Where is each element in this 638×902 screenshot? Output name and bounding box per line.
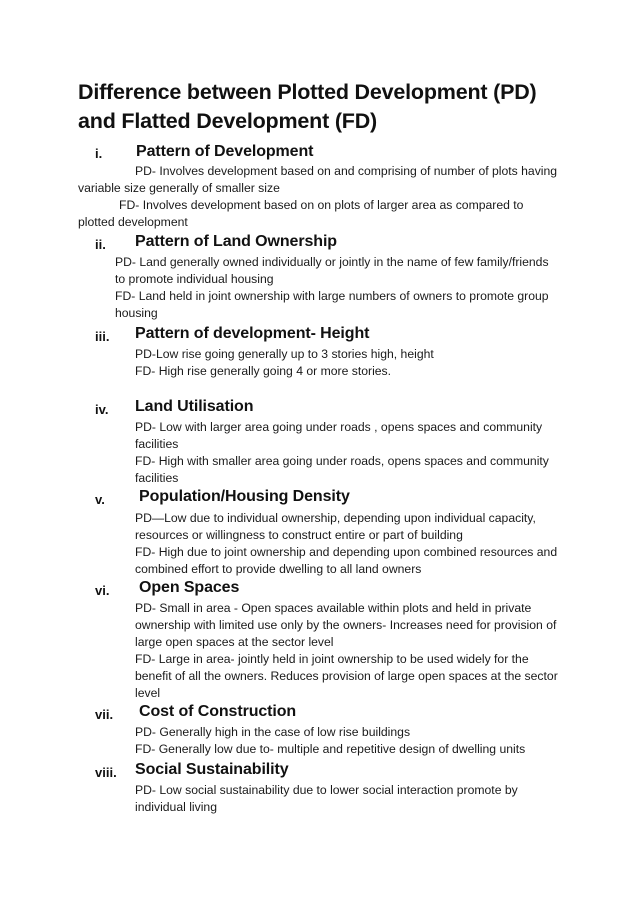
section-heading: Open Spaces [139, 579, 240, 596]
body-line: PD- Low social sustainability due to lower social interaction promote by [135, 783, 518, 797]
document-title: Difference between Plotted Development (PD) and Flatted Development (FD) [78, 80, 537, 133]
body-line: individual living [135, 800, 217, 814]
body-line: resources or willingness to construct entire or part of building [135, 528, 463, 542]
section-heading: Cost of Construction [139, 703, 297, 720]
body-line: PD- Low with larger area going under roads , opens spaces and community [135, 420, 543, 434]
section-number: vii. [95, 707, 114, 722]
section-heading: Land Utilisation [135, 398, 254, 415]
section-number: i. [95, 146, 103, 161]
body-line: FD- High rise generally going 4 or more stories. [135, 364, 392, 378]
body-line: FD- Involves development based on on plots of larger area as compared to [119, 198, 524, 212]
body-line: PD-Low rise going generally up to 3 stories high, height [135, 347, 434, 361]
section-number: iv. [95, 402, 109, 417]
section-number: v. [95, 492, 105, 507]
body-line: large open spaces at the sector level [135, 635, 334, 649]
body-line: to promote individual housing [115, 272, 274, 286]
body-line: PD- Small in area - Open spaces available within plots and held in private [135, 601, 532, 615]
body-line: FD- High due to joint ownership and depending upon combined resources and [135, 545, 558, 559]
section-number: viii. [95, 765, 117, 780]
body-line: FD- Generally low due to- multiple and repetitive design of dwelling units [135, 742, 526, 756]
body-line: ownership with limited use only by the owners- Increases need for provision of [135, 618, 557, 632]
body-line: PD- Generally high in the case of low rise buildings [135, 725, 411, 739]
body-line: variable size generally of smaller size [78, 181, 280, 195]
section-heading: Pattern of development- Height [135, 325, 370, 342]
body-line: level [135, 686, 161, 700]
section-heading: Pattern of Land Ownership [135, 233, 337, 250]
section-heading: Population/Housing Density [139, 488, 350, 505]
body-line: FD- Land held in joint ownership with large numbers of owners to promote group [115, 289, 549, 303]
body-line: FD- High with smaller area going under roads, opens spaces and community [135, 454, 549, 468]
body-line: FD- Large in area- jointly held in joint ownership to be used widely for the [135, 652, 529, 666]
body-line: plotted development [78, 215, 188, 229]
body-line: PD- Involves development based on and comprising of number of plots having [135, 164, 558, 178]
body-line: facilities [135, 471, 179, 485]
body-line: facilities [135, 437, 179, 451]
body-line: housing [115, 306, 158, 320]
section-number: ii. [95, 237, 106, 252]
section-number: iii. [95, 329, 110, 344]
section-number: vi. [95, 583, 110, 598]
section-heading: Social Sustainability [135, 761, 289, 778]
body-line: combined effort to provide dwelling to all land owners [135, 562, 422, 576]
body-line: benefit of all the owners. Reduces provision of large open spaces at the sector [135, 669, 558, 683]
body-line: PD- Land generally owned individually or jointly in the name of few family/friends [115, 255, 549, 269]
body-line: PD—Low due to individual ownership, depending upon individual capacity, [135, 511, 536, 525]
section-heading: Pattern of Development [136, 143, 314, 160]
